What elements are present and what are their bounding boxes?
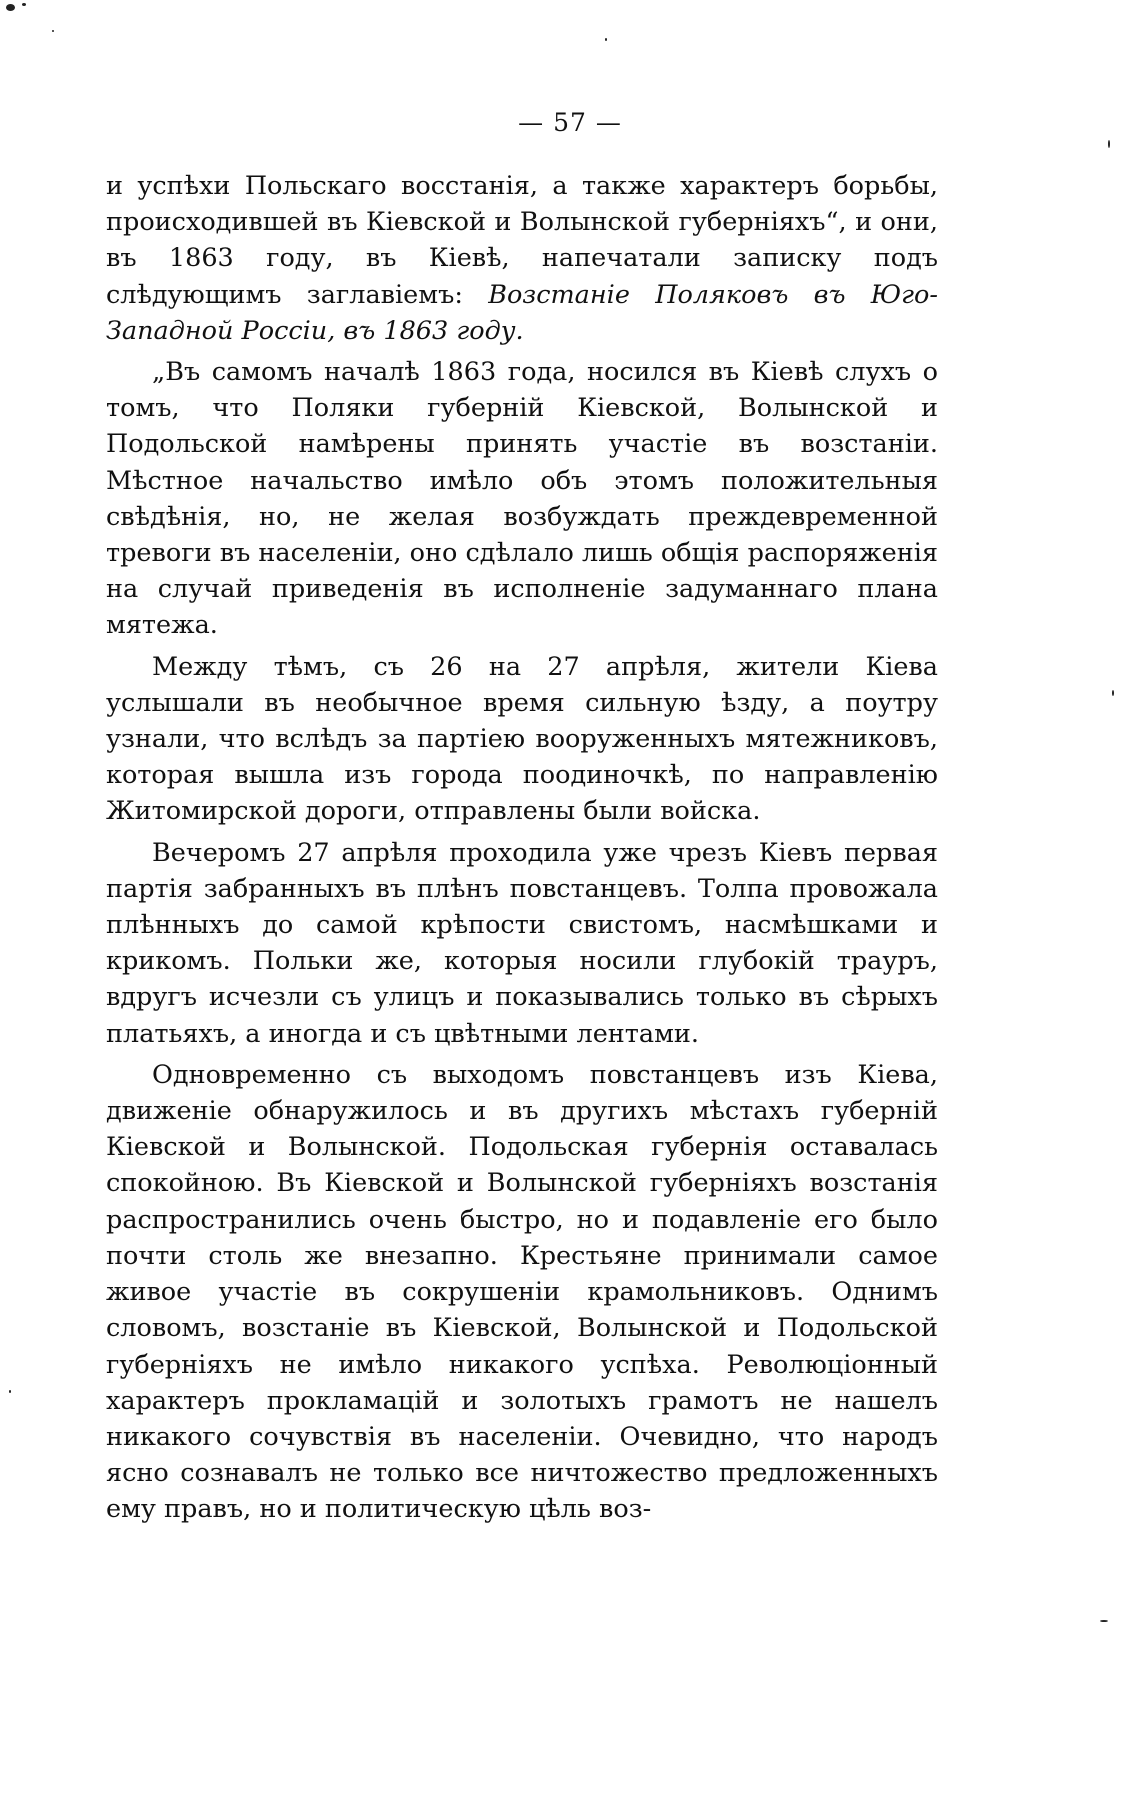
document-title: Возстаніе Поляковъ въ Юго-Западной Россіи, въ 1863 году. bbox=[106, 279, 939, 346]
paragraph-3: Между тѣмъ, съ 26 на 27 апрѣля, жители Кіева услышали въ необычное время сильную ѣзду, а поутру узнали, что вслѣдъ за партіею вооруженныхъ мятежниковъ, которая вышла изъ города поодиночкѣ, по направленію Житомирской дороги, отправлены были войска. bbox=[106, 651, 938, 827]
scan-speck bbox=[6, 4, 15, 11]
scan-speck bbox=[1108, 140, 1110, 148]
scan-speck bbox=[22, 3, 26, 6]
paragraph-1-lead: и успѣхи Польскаго восстанія, а также характеръ борьбы, происходившей въ Кіевской и Волынской губерніяхъ“, и они, въ 1863 году, въ Кіевѣ, напечатали записку подъ слѣдующимъ заглавіемъ: bbox=[106, 171, 938, 310]
paragraph-2: „Въ самомъ началѣ 1863 года, носился въ Кіевѣ слухъ о томъ, что Поляки губерній Кіевской, Волынской и Подольской намѣрены принять участіе въ возстаніи. Мѣстное начальство имѣло объ этомъ положительныя свѣдѣнія, но, не желая возбуждать преждевременной тревоги въ населеніи, оно сдѣлало лишь общія распоряженія на случай приведенія въ исполненіе задуманнаго плана мятежа. bbox=[106, 357, 938, 641]
scan-speck bbox=[9, 1390, 11, 1393]
scan-speck bbox=[605, 38, 607, 41]
paragraph-4: Вечеромъ 27 апрѣля проходила уже чрезъ Кіевъ первая партія забранныхъ въ плѣнъ повстанцевъ. Толпа провожала плѣнныхъ до самой крѣпости свистомъ, насмѣшками и крикомъ. Польки же, которыя носили глубокій трауръ, вдругъ исчезли съ улицъ и показывались только въ сѣрыхъ платьяхъ, а иногда и съ цвѣтными лентами. bbox=[106, 837, 938, 1049]
scan-speck bbox=[52, 30, 54, 32]
page-number: — 57 — bbox=[518, 108, 622, 137]
body-text bbox=[106, 168, 938, 1528]
paragraph-5: Одновременно съ выходомъ повстанцевъ изъ Кіева, движеніе обнаружилось и въ другихъ мѣстахъ губерній Кіевской и Волынской. Подольская губернія оставалась спокойною. Въ Кіевской и Волынской губерніяхъ возстанія распространились очень быстро, но и подавленіе его было почти столь же внезапно. Крестьяне принимали самое живое участіе въ сокрушеніи крамольниковъ. Однимъ словомъ, возстаніе въ Кіевской, Волынской и Подольской губерніяхъ не имѣло никакого успѣха. Революціонный характеръ прокламацій и золотыхъ грамотъ не нашелъ никакого сочувствія въ населеніи. Очевидно, что народъ ясно сознавалъ не только все ничтожество предложенныхъ ему правъ, но и политическую цѣль воз- bbox=[106, 1059, 938, 1525]
scan-speck bbox=[1112, 690, 1114, 696]
paragraph-1 bbox=[106, 168, 938, 349]
scan-speck bbox=[1100, 1620, 1108, 1622]
